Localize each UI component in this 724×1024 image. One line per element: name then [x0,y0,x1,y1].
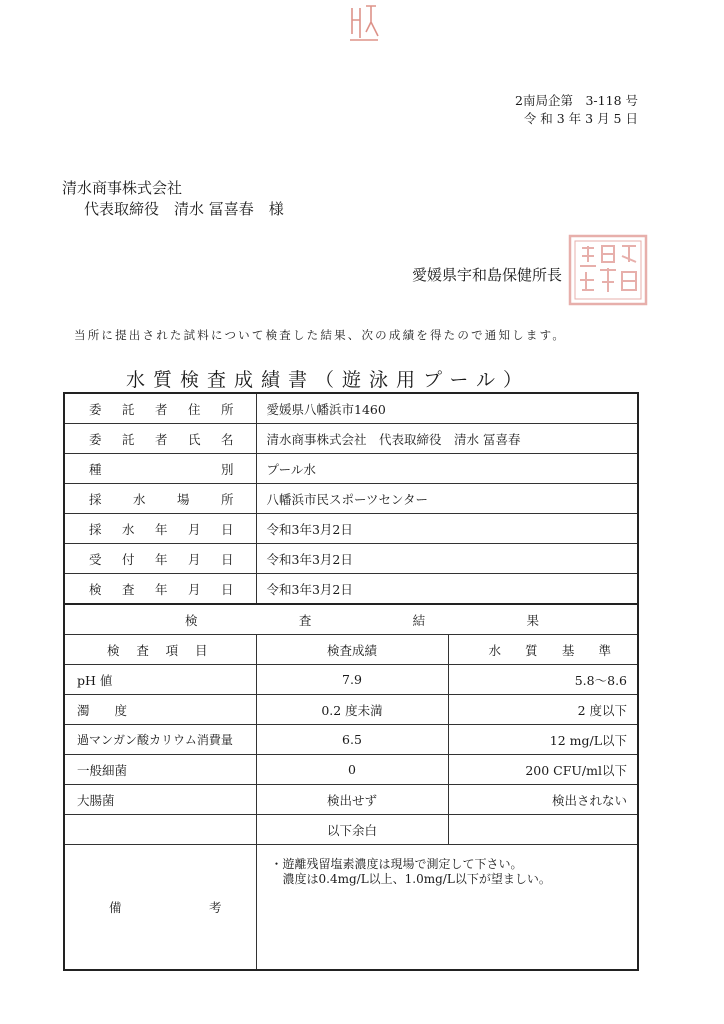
document-number-block [470,92,638,128]
result-item: 濁 度 [64,695,256,725]
blank-cell [64,815,256,845]
test-date-value: 令和3年3月2日 [256,574,638,605]
results-header-row [64,635,638,665]
info-row-client-name [64,424,638,454]
result-item: 一般細菌 [64,755,256,785]
info-row-sampling-date [64,514,638,544]
result-item: pH 値 [64,665,256,695]
receipt-date-value: 令和3年3月2日 [256,544,638,574]
blank-note: 以下余白 [256,815,448,845]
client-name-value: 清水商事株式会社 代表取締役 清水 冨喜春 [256,424,638,454]
client-name-label: 委託者氏名 [64,424,256,454]
remarks-text [256,845,638,971]
result-item: 過マンガン酸カリウム消費量 [64,725,256,755]
result-row-ph [64,665,638,695]
result-standard: 200 CFU/ml以下 [448,755,638,785]
result-standard: 12 mg/L以下 [448,725,638,755]
receipt-date-label: 受付年月日 [64,544,256,574]
category-label: 種別 [64,454,256,484]
info-row-test-date [64,574,638,605]
info-row-category [64,454,638,484]
remarks-row [64,845,638,971]
report-table [63,392,639,971]
header-test-item: 検査項目 [64,635,256,665]
sampling-place-value: 八幡浜市民スポーツセンター [256,484,638,514]
report-title: 水質検査成績書（遊泳用プール） [126,369,531,391]
sampling-date-value: 令和3年3月2日 [256,514,638,544]
result-value: 検出せず [256,785,448,815]
addressee [62,178,284,220]
test-date-label: 検査年月日 [64,574,256,605]
info-row-sampling-place [64,484,638,514]
addressee-representative: 代表取締役 清水 冨喜春 様 [84,200,284,218]
result-row-turbidity [64,695,638,725]
result-row-bacteria [64,755,638,785]
client-address-label: 委託者住所 [64,393,256,424]
client-address-value: 愛媛県八幡浜市1460 [256,393,638,424]
result-value: 7.9 [256,665,448,695]
results-section-heading: 検査結果 [64,604,638,635]
category-value: プール水 [256,454,638,484]
official-seal [564,232,652,308]
remarks-label: 備考 [64,845,256,971]
result-value: 6.5 [256,725,448,755]
result-standard: 5.8～8.6 [448,665,638,695]
result-standard: 検出されない [448,785,638,815]
result-row-kmno4 [64,725,638,755]
result-value: 0 [256,755,448,785]
result-row-ecoli [64,785,638,815]
remarks-line: ・遊離残留塩素濃度は現場で測定して下さい。 [270,857,523,871]
header-water-standard: 水質基準 [448,635,638,665]
result-standard: 2 度以下 [448,695,638,725]
remarks-line: 濃度は0.4mg/L以上、1.0mg/L以下が望ましい。 [270,872,551,886]
info-row-client-address [64,393,638,424]
blank-cell [448,815,638,845]
result-item: 大腸菌 [64,785,256,815]
addressee-company: 清水商事株式会社 [62,179,183,197]
receipt-stamp [346,2,382,44]
result-value: 0.2 度未満 [256,695,448,725]
document-number: 2南局企第 3-118 号 [515,93,638,108]
issuer-name: 愛媛県宇和島保健所長 [412,266,563,284]
intro-text: 当所に提出された試料について検査した結果、次の成績を得たので通知します。 [74,328,567,342]
result-row-blank [64,815,638,845]
results-section-row [64,604,638,635]
info-row-receipt-date [64,544,638,574]
sampling-place-label: 採水場所 [64,484,256,514]
document-date: 令 和 3 年 3 月 5 日 [523,111,638,126]
header-test-result: 検査成績 [256,635,448,665]
sampling-date-label: 採水年月日 [64,514,256,544]
